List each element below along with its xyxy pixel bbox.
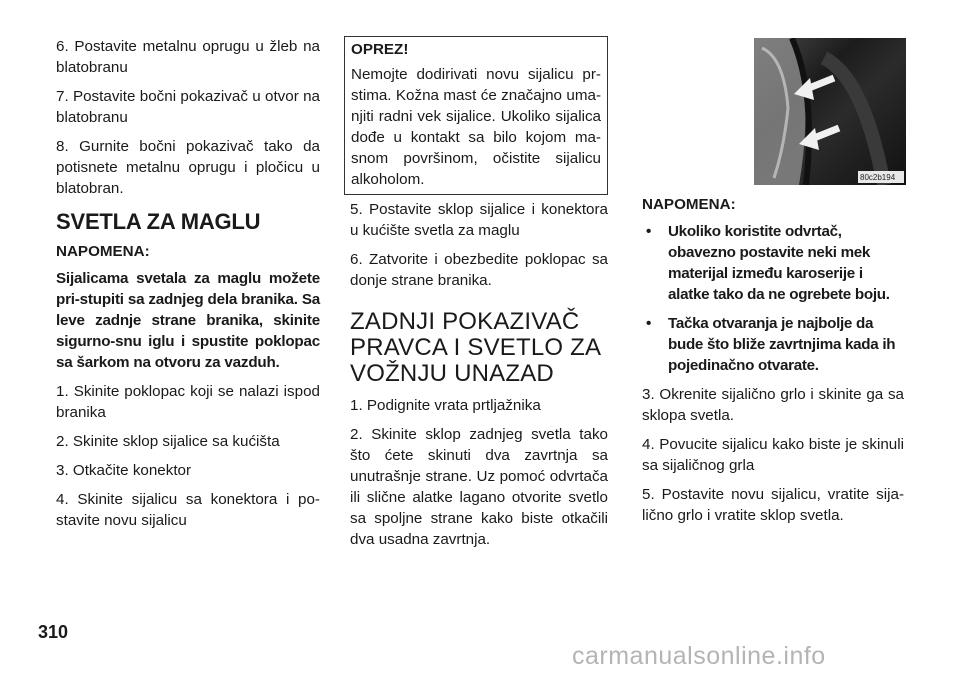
tail-light-photo bbox=[754, 38, 906, 185]
section-title-rear-lights: ZADNJI POKAZIVAČ PRAVCA I SVETLO ZA VOŽNJU UNAZAD bbox=[350, 308, 600, 387]
note-bullet bbox=[642, 221, 904, 305]
column-middle bbox=[350, 36, 608, 558]
rear-step-2: 2. Skinite sklop zadnjeg svetla tako što ćete skinuti dva zavrtnja sa unutrašnje strane. Uz pomoć odvrtača ili slične alatke lagano otvorite svetlo sa spoljne strane kako biste otkačili dva usadna zavrtnja. bbox=[350, 426, 608, 548]
rear-step-5: 5. Postavite novu sijalicu, vratite sija-lično grlo i vratite sklop svetla. bbox=[642, 486, 904, 524]
bullet-icon: • bbox=[646, 315, 652, 332]
fog-step-4: 4. Skinite sijalicu sa konektora i po-stavite novu sijalicu bbox=[56, 491, 320, 529]
note-bullet-text: Ukoliko koristite odvrtač, obavezno postavite neki mek materijal između karoserije i alatke tako da ne ogrebete boju. bbox=[668, 223, 890, 303]
section-title-fog-lights: SVETLA ZA MAGLU bbox=[56, 209, 261, 234]
caution-text: Nemojte dodirivati novu sijalicu pr-stima. Kožna mast će značajno uma-njiti radni vek sijalice. Ukoliko sijalica dođe u kontakt sa bilo kojom ma-snom površinom, očistite sijalicu alkoholom. bbox=[351, 66, 601, 188]
rear-step-3: 3. Okrenite sijalično grlo i skinite ga sa sklopa svetla. bbox=[642, 386, 904, 424]
caution-title: OPREZ! bbox=[351, 41, 409, 58]
rear-step-1: 1. Podignite vrata prtljažnika bbox=[350, 397, 541, 414]
note-title-right: NAPOMENA: bbox=[642, 196, 736, 213]
page-number: 310 bbox=[38, 622, 69, 642]
rear-step-4: 4. Povucite sijalicu kako biste je skinuli sa sijaličnog grla bbox=[642, 436, 904, 474]
photo-code: 80c2b194 bbox=[860, 173, 896, 182]
fog-step-6: 6. Zatvorite i obezbedite poklopac sa donje strane branika. bbox=[350, 251, 608, 289]
note-bullet bbox=[642, 313, 904, 376]
fog-step-1: 1. Skinite poklopac koji se nalazi ispod branika bbox=[56, 383, 320, 421]
fog-step-2: 2. Skinite sklop sijalice sa kućišta bbox=[56, 433, 280, 450]
column-right bbox=[642, 196, 904, 534]
note-bullet-text: Tačka otvaranja je najbolje da bude što bliže zavrtnjima kada ih pojedinačno otvarate. bbox=[668, 315, 896, 374]
fog-step-3: 3. Otkačite konektor bbox=[56, 462, 192, 479]
note-title: NAPOMENA: bbox=[56, 243, 150, 260]
step-8-push: 8. Gurnite bočni pokazivač tako da potisnete metalnu oprugu i pločicu u blatobran. bbox=[56, 138, 320, 197]
bullet-icon: • bbox=[646, 223, 652, 240]
step-7-indicator: 7. Postavite bočni pokazivač u otvor na blatobranu bbox=[56, 88, 320, 126]
tail-light-illustration bbox=[754, 38, 906, 185]
step-6-spring: 6. Postavite metalnu oprugu u žleb na blatobranu bbox=[56, 38, 320, 76]
column-left bbox=[56, 36, 320, 539]
caution-box bbox=[344, 36, 608, 195]
watermark: carmanualsonline.info bbox=[572, 642, 826, 670]
note-text-fog: Sijalicama svetala za maglu možete pri-stupiti sa zadnjeg dela branika. Sa leve zadnje strane branika, skinite sigurno-snu iglu i spustite poklopac sa šarkom na otvoru za vazduh. bbox=[56, 270, 320, 371]
fog-step-5: 5. Postavite sklop sijalice i konektora u kućište svetla za maglu bbox=[350, 201, 608, 239]
